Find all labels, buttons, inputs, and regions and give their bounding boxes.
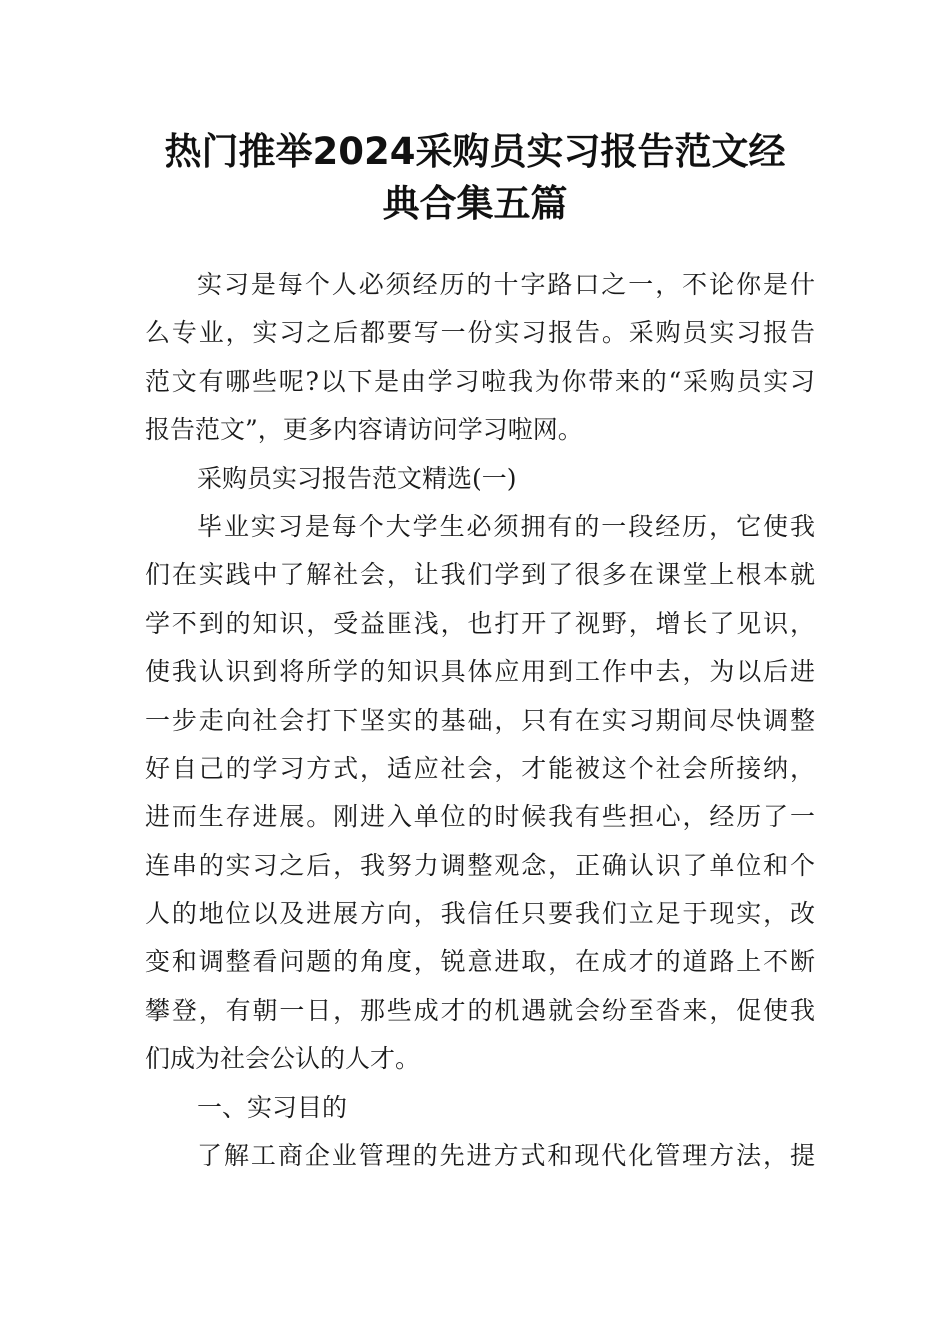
paragraph-line: 好自己的学习方式，适应社会，才能被这个社会所接纳，	[145, 753, 815, 783]
paragraph-line: 实习是每个人必须经历的十字路口之一，不论你是什	[197, 270, 815, 299]
paragraph-line: 使我认识到将所学的知识具体应用到工作中去，为以后进	[145, 657, 815, 687]
paragraph-line: 了解工商企业管理的先进方式和现代化管理方法，提	[197, 1141, 815, 1171]
paragraph-line: 么专业，实习之后都要写一份实习报告。采购员实习报告	[145, 318, 815, 348]
paragraph-line: 毕业实习是每个大学生必须拥有的一段经历，它使我	[197, 511, 815, 541]
paragraph-line: 报告范文”，更多内容请访问学习啦网。	[145, 415, 583, 445]
paragraph-line: 连串的实习之后，我努力调整观念，正确认识了单位和个	[145, 850, 815, 880]
document-body	[145, 261, 815, 1180]
paragraph-line: 范文有哪些呢?以下是由学习啦我为你带来的“采购员实习	[145, 366, 815, 396]
section-heading: 采购员实习报告范文精选(一)	[197, 463, 517, 493]
document-title	[120, 126, 830, 230]
paragraph-line: 进而生存进展。刚进入单位的时候我有些担心，经历了一	[145, 802, 815, 832]
paragraph-line: 学不到的知识，受益匪浅，也打开了视野，增长了见识，	[145, 608, 815, 638]
paragraph-line: 人的地位以及进展方向，我信任只要我们立足于现实，改	[145, 899, 815, 929]
paragraph-line: 们在实践中了解社会，让我们学到了很多在课堂上根本就	[145, 560, 815, 590]
paragraph-line: 攀登，有朝一日，那些成才的机遇就会纷至沓来，促使我	[145, 995, 815, 1025]
title-line-2: 典合集五篇	[382, 182, 568, 225]
paragraph-line: 们成为社会公认的人才。	[145, 1044, 421, 1074]
paragraph-line: 一步走向社会打下坚实的基础，只有在实习期间尽快调整	[145, 705, 815, 735]
section-heading: 一、实习目的	[197, 1092, 348, 1122]
paragraph-line: 变和调整看问题的角度，锐意进取，在成才的道路上不断	[145, 947, 815, 977]
title-line-1: 热门推举2024采购员实习报告范文经	[164, 130, 786, 173]
